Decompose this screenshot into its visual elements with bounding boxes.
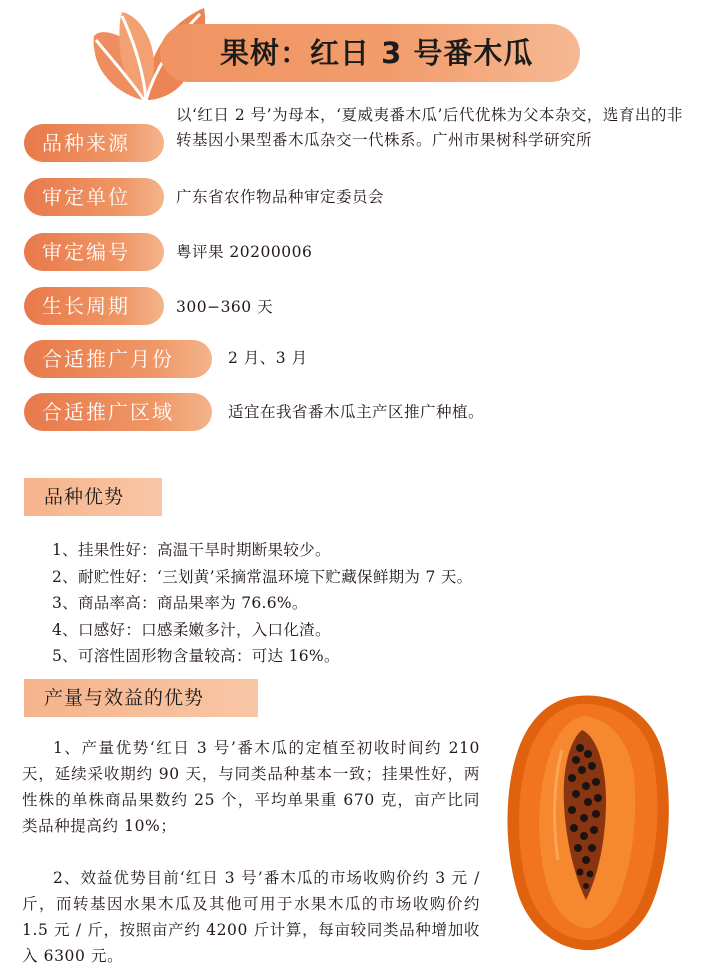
text-approval-unit: 广东省农作物品种审定委员会 bbox=[176, 188, 385, 206]
label-approval-number: 审定编号 bbox=[24, 233, 164, 271]
benefit-paragraph: 2、效益优势目前‘红日 3 号’番木瓜的市场收购价约 3 元 / 斤，而转基因水果木瓜及其他可用于水果木瓜的市场收购价约 1.5 元 / 斤，按照亩产约 4200 斤计算，每亩较同类品种增加收入 6300 元。 bbox=[22, 869, 480, 965]
label-variety-source: 品种来源 bbox=[24, 124, 164, 162]
list-item: 1、挂果性好：高温干旱时期断果较少。 bbox=[52, 541, 331, 559]
section-heading-yield: 产量与效益的优势 bbox=[24, 679, 258, 717]
section-heading-advantages: 品种优势 bbox=[24, 478, 162, 516]
text-suitable-months: 2 月、3 月 bbox=[228, 349, 308, 367]
label-growth-cycle: 生长周期 bbox=[24, 287, 164, 325]
page-title: 果树：红日 3 号番木瓜 bbox=[220, 36, 534, 70]
yield-paragraph: 1、产量优势‘红日 3 号’番木瓜的定植至初收时间约 210 天，延续采收期约 90 天，与同类品种基本一致；挂果性好，两性株的单株商品果数约 25 个，平均单果重 670 克，亩产比同类品种提高约 10%； bbox=[22, 739, 480, 835]
list-item: 4、口感好：口感柔嫩多汁，入口化渣。 bbox=[52, 620, 331, 639]
text-suitable-region: 适宜在我省番木瓜主产区推广种植。 bbox=[228, 403, 485, 421]
label-approval-unit: 审定单位 bbox=[24, 178, 164, 216]
list-item: 5、可溶性固形物含量较高：可达 16%。 bbox=[52, 647, 340, 665]
text-approval-number: 粤评果 20200006 bbox=[176, 243, 313, 261]
text-growth-cycle: 300−360 天 bbox=[176, 298, 274, 316]
papaya-photo bbox=[492, 690, 684, 954]
list-item: 3、商品率高：商品果率为 76.6%。 bbox=[52, 594, 308, 612]
text-variety-source: 以‘红日 2 号’为母本，‘夏威夷番木瓜’后代优株为父本杂交，选育出的非转基因小果型番木瓜杂交一代株系。广州市果树科学研究所 bbox=[176, 106, 683, 149]
list-item: 2、耐贮性好：‘三划黄’采摘常温环境下贮藏保鲜期为 7 天。 bbox=[52, 567, 473, 586]
advantages-list bbox=[52, 537, 472, 670]
label-suitable-months: 合适推广月份 bbox=[24, 340, 212, 378]
label-suitable-region: 合适推广区域 bbox=[24, 393, 212, 431]
